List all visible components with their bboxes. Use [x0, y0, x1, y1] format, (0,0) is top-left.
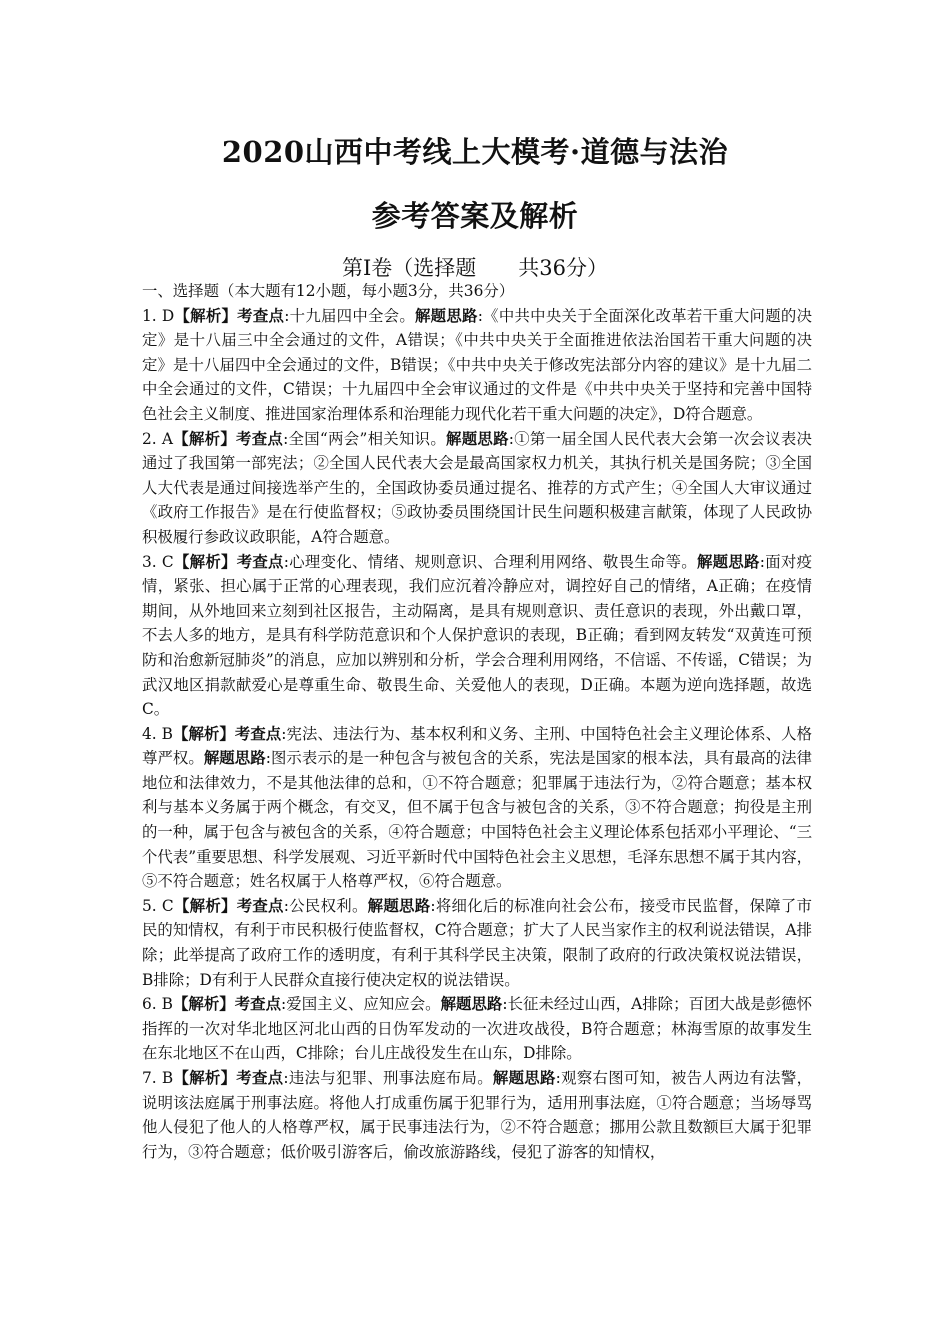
point-label: 考查点: [237, 306, 285, 325]
idea-text: 《中共中央关于全面深化改革若干重大问题的决定》是十八届三中全会通过的文件，A错误；《中共中央关于全面推进依法治国若干重大问题的决定》是十八届四中全会通过的文件，B错误；《中共中央关于修改宪法部分内容的建议》是十九届二中全会通过的文件，C错误；十九届四中全会审议通过的文件是《中共中央关于坚持和完善中国特色社会主义制度、推进国家治理体系和治理能力现代化若干重大问题的决定》，D符合题意。: [142, 306, 812, 423]
point-label: 考查点: [236, 429, 284, 448]
analysis-label: 【解析】: [172, 724, 235, 743]
colon: :: [555, 1069, 561, 1087]
idea-text: 面对疫情，紧张、担心属于正常的心理表现，我们应沉着冷静应对，调控好自己的情绪，A正确；在疫情期间，从外地回来立刻到社区报告，主动隔离，是具有规则意识、责任意识的表现，外出戴口罩，不去人多的地方，是具有科学防范意识和个人保护意识的表现，B正确；看到网友转发“双黄连可预防和治愈新冠肺炎”的消息，应加以辨别和分析，学会合理利用网络，不信谣、不传谣，C错误；为武汉地区捐款献爱心是尊重生命、敬畏生命、关爱他人的表现，D正确。本题为逆向选择题，故选C。: [142, 552, 812, 719]
point-label: 考查点: [236, 552, 284, 571]
question-1: [142, 304, 812, 427]
point-text: 公民权利。: [288, 896, 368, 915]
idea-label: 解题思路: [446, 429, 509, 448]
colon: :: [283, 429, 289, 448]
idea-label: 解题思路: [367, 896, 431, 915]
question-6: [142, 992, 812, 1066]
question-4: [142, 722, 812, 894]
idea-label: 解题思路: [492, 1069, 556, 1087]
question-number: 3. C: [142, 552, 174, 571]
colon: :: [508, 429, 514, 448]
document-subtitle: 参考答案及解析: [371, 199, 579, 233]
colon: :: [502, 995, 508, 1014]
question-7: [142, 1066, 812, 1164]
point-text: 爱国主义、应知应会。: [286, 995, 441, 1014]
document-title: 2020山西中考线上大模考·道德与法治: [221, 135, 729, 169]
idea-text: ①第一届全国人民代表大会第一次会议表决通过了我国第一部宪法；②全国人民代表大会是最高国家权力机关，其执行机关是国务院；③全国人大代表是通过间接选举产生的，全国政协委员通过提名、推荐的方式产生；④全国人大审议通过《政府工作报告》是在行使监督权；⑤政协委员围绕国计民生问题积极建言献策，体现了人民政协积极履行参政议政职能，A符合题意。: [142, 429, 812, 546]
point-text: 宪法、违法行为、基本权利和义务、主刑、中国特色社会主义理论体系、人格尊严权。: [142, 724, 812, 768]
question-number: 2. A: [142, 429, 173, 448]
point-text: 违法与犯罪、刑事法庭布局。: [288, 1069, 493, 1087]
colon: :: [284, 306, 290, 325]
point-label: 考查点: [234, 995, 282, 1014]
colon: :: [759, 552, 765, 571]
idea-label: 解题思路: [415, 306, 478, 325]
analysis-label: 【解析】: [173, 1069, 237, 1087]
point-text: 全国“两会”相关知识。: [288, 429, 447, 448]
point-label: 考查点: [236, 896, 284, 915]
idea-label: 解题思路: [440, 995, 503, 1014]
colon: :: [283, 552, 289, 571]
idea-label: 解题思路: [203, 749, 266, 768]
question-number: 7. B: [142, 1069, 174, 1087]
colon: :: [281, 995, 287, 1014]
colon: :: [265, 749, 271, 768]
analysis-label: 【解析】: [172, 429, 237, 448]
analysis-label: 【解析】: [172, 995, 235, 1014]
point-label: 考查点: [236, 1069, 284, 1087]
analysis-label: 【解析】: [174, 306, 238, 325]
idea-text: 观察右图可知，被告人两边有法警，说明该法庭属于刑事法庭。将他人打成重伤属于犯罪行为，适用刑事法庭，①符合题意；当场辱骂他人侵犯了他人的人格尊严权，属于民事违法行为，②不符合题意；挪用公款且数额巨大属于犯罪行为，③符合题意；低价吸引游客后，偷改旅游路线，侵犯了游客的知情权，: [142, 1069, 812, 1161]
idea-text: 将细化后的标准向社会公布，接受市民监督，保障了市民的知情权，有利于市民积极行使监督权，C符合题意；扩大了人民当家作主的权利说法错误，A排除；此举提高了政府工作的透明度，有利于其科学民主决策，限制了政府的行政决策权说法错误，B排除；D有利于人民群众直接行使决定权的说法错误。: [142, 896, 812, 989]
idea-text: 长征未经过山西，A排除；百团大战是彭德怀指挥的一次对华北地区河北山西的日伪军发动的一次进攻战役，B符合题意；林海雪原的故事发生在东北地区不在山西，C排除；台儿庄战役发生在山东，D排除。: [142, 995, 812, 1063]
colon: :: [283, 1069, 289, 1087]
idea-text: 图示表示的是一种包含与被包含的关系，宪法是国家的根本法，具有最高的法律地位和法律效力，不是其他法律的总和，①不符合题意；犯罪属于违法行为，②符合题意；基本权利与基本义务属于两个概念，有交叉，但不属于包含与被包含的关系，③不符合题意；拘役是主刑的一种，属于包含与被包含的关系，④符合题意；中国特色社会主义理论体系包括邓小平理论、“三个代表”重要思想、科学发展观、习近平新时代中国特色社会主义思想，毛泽东思想不属于其内容，⑤不符合题意；姓名权属于人格尊严权，⑥符合题意。: [142, 749, 812, 891]
section-heading: 一、选择题（本大题有12小题，每小题3分，共36分）: [142, 282, 515, 300]
document-body: [142, 279, 812, 1164]
question-2: [142, 427, 812, 550]
point-text: 十九届四中全会。: [289, 306, 416, 325]
colon: :: [430, 896, 436, 915]
question-3: [142, 550, 812, 722]
question-5: [142, 894, 812, 992]
idea-label: 解题思路: [696, 552, 760, 571]
question-number: 5. C: [142, 896, 174, 915]
question-number: 6. B: [142, 995, 173, 1014]
colon: :: [477, 306, 483, 325]
point-label: 考查点: [234, 724, 282, 743]
colon: :: [283, 896, 289, 915]
analysis-label: 【解析】: [173, 896, 237, 915]
question-number: 1. D: [142, 306, 175, 325]
question-number: 4. B: [142, 724, 173, 743]
colon: :: [281, 724, 287, 743]
analysis-label: 【解析】: [173, 552, 237, 571]
part-heading: 第Ⅰ卷（选择题 共36分）: [341, 256, 609, 280]
point-text: 心理变化、情绪、规则意识、合理利用网络、敬畏生命等。: [288, 552, 697, 571]
